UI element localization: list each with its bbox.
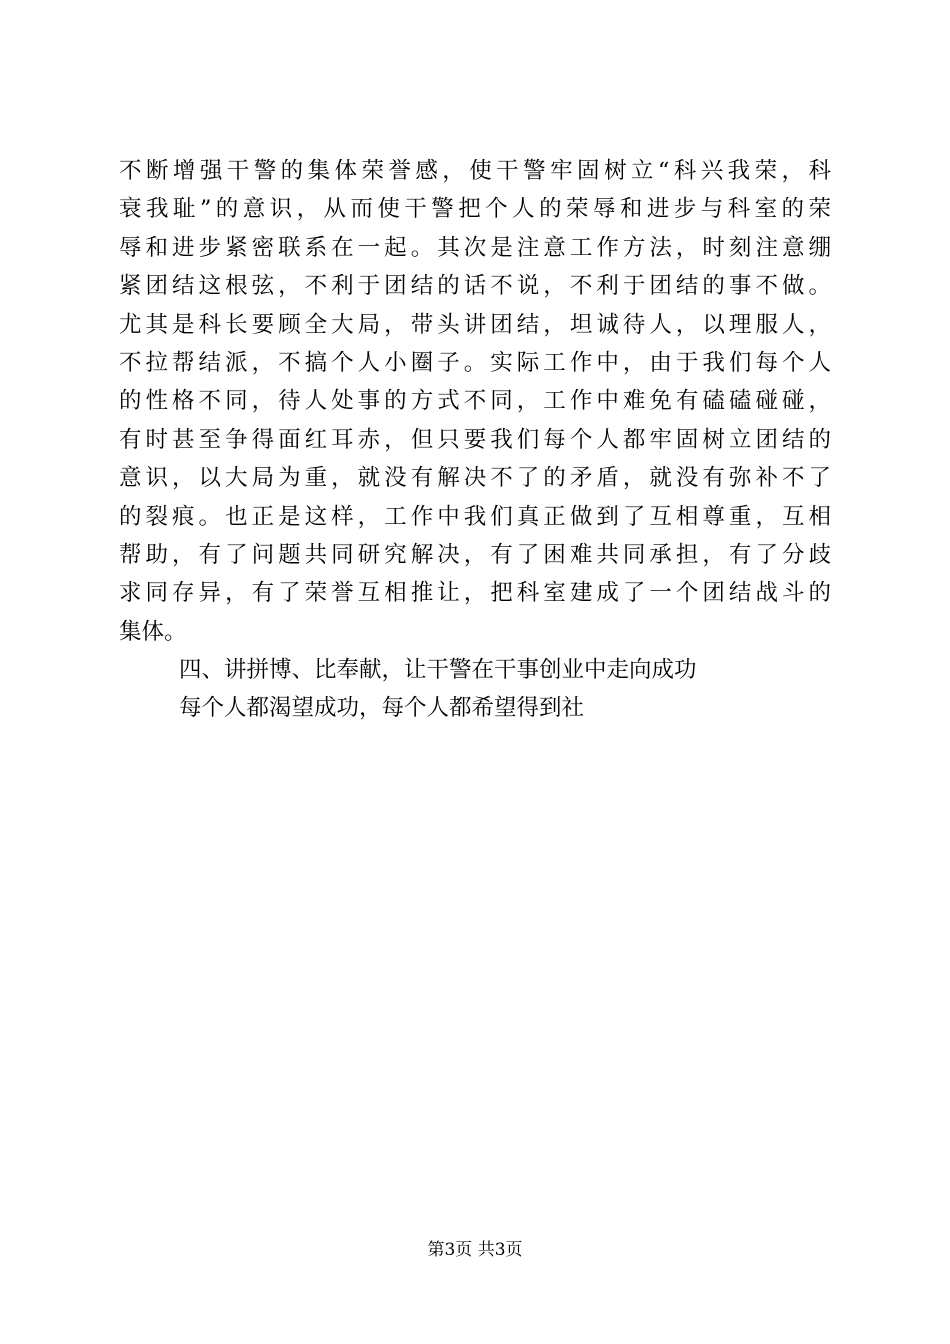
paragraph-line: 求同存异，有了荣誉互相推让，把科室建成了一个团结战斗的 xyxy=(119,580,831,607)
paragraph-line: 帮助，有了问题共同研究解决，有了困难共同承担，有了分歧 xyxy=(119,541,831,568)
paragraph-line: 集体。 xyxy=(119,618,187,645)
paragraph-line: 尤其是科长要顾全大局，带头讲团结，坦诚待人，以理服人， xyxy=(119,311,831,338)
paragraph-line: 不断增强干警的集体荣誉感，使干警牢固树立“科兴我荣，科 xyxy=(119,158,831,184)
paragraph-line: 紧团结这根弦，不利于团结的话不说，不利于团结的事不做。 xyxy=(119,273,831,300)
document-body xyxy=(119,152,831,728)
paragraph-line: 有时甚至争得面红耳赤，但只要我们每个人都牢固树立团结的 xyxy=(119,426,831,453)
paragraph-line: 衰我耻”的意识，从而使干警把个人的荣辱和进步与科室的荣 xyxy=(119,196,831,223)
paragraph-line: 不拉帮结派，不搞个人小圈子。实际工作中，由于我们每个人 xyxy=(119,349,831,376)
section-heading: 四、讲拼博、比奉献，让干警在干事创业中走向成功 xyxy=(179,657,697,684)
paragraph-line: 的裂痕。也正是这样，工作中我们真正做到了互相尊重，互相 xyxy=(119,503,831,530)
paragraph-line: 的性格不同，待人处事的方式不同，工作中难免有磕磕碰碰， xyxy=(119,388,831,415)
paragraph-line: 辱和进步紧密联系在一起。其次是注意工作方法，时刻注意绷 xyxy=(119,234,831,261)
paragraph-start: 每个人都渴望成功，每个人都希望得到社 xyxy=(179,695,585,722)
page-footer: 第3页 共3页 xyxy=(427,1240,523,1260)
paragraph-line: 意识，以大局为重，就没有解决不了的矛盾，就没有弥补不了 xyxy=(119,465,831,492)
